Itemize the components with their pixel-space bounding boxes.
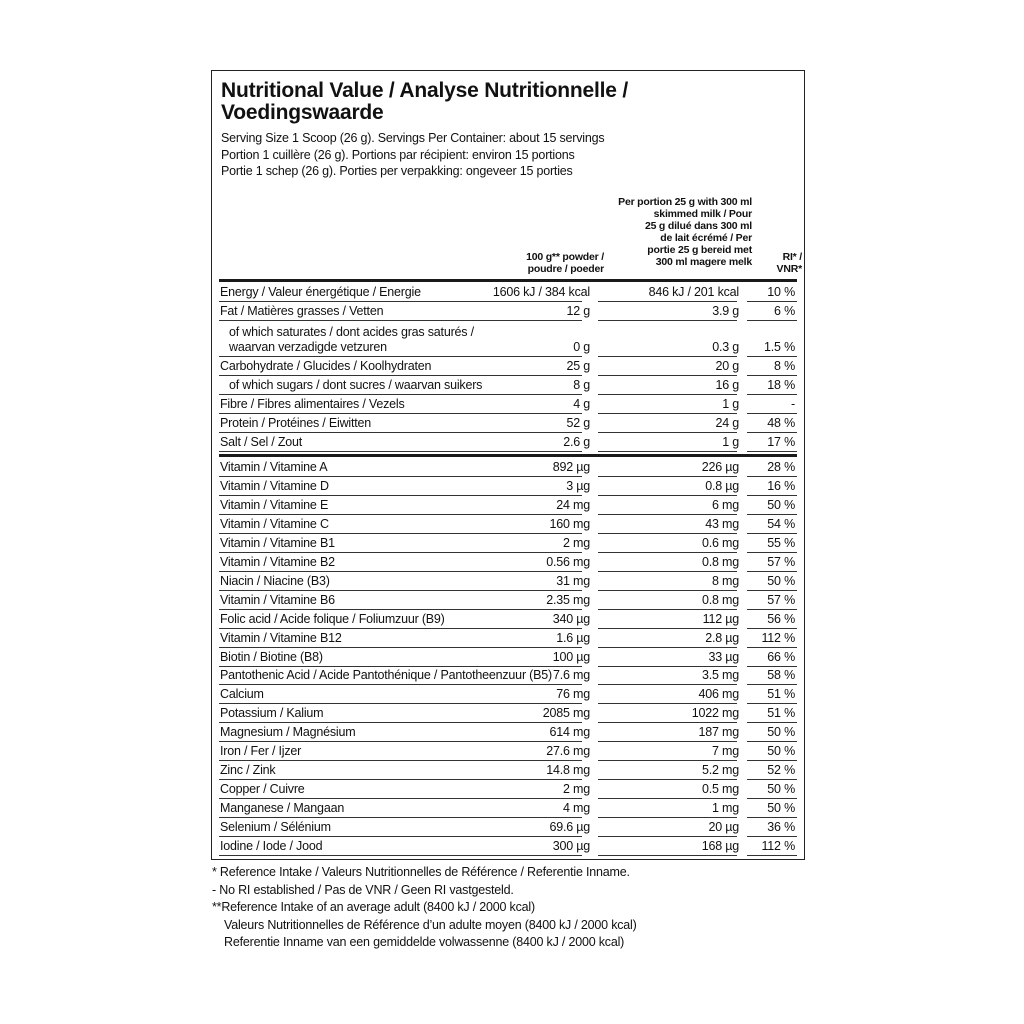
value-per-100g: 25 g	[566, 359, 590, 373]
value-ri: 112 %	[761, 631, 795, 645]
nutrient-label-line: Vitamin / Vitamine E	[220, 497, 329, 512]
value-per-portion: 226 µg	[701, 460, 739, 474]
table-row	[219, 477, 797, 496]
column-header-line: 100 g** powder /	[526, 251, 604, 263]
nutrient-label-line: Magnesium / Magnésium	[220, 724, 356, 739]
nutrient-label	[220, 498, 328, 513]
value-per-100g: 31 mg	[556, 574, 590, 588]
value-ri: 54 %	[767, 517, 795, 531]
nutrient-label	[220, 416, 371, 431]
column-header-ri	[758, 251, 802, 275]
vitamins-divider	[219, 454, 797, 457]
table-row	[219, 515, 797, 534]
value-per-100g: 7.6 mg	[552, 668, 590, 682]
nutrient-label-line: Vitamin / Vitamine B6	[220, 592, 335, 607]
value-ri: 66 %	[767, 650, 795, 664]
table-row	[219, 553, 797, 572]
value-ri: 50 %	[767, 725, 795, 739]
value-per-100g: 52 g	[566, 416, 590, 430]
value-per-100g: 8 g	[573, 378, 590, 392]
value-per-portion: 43 mg	[705, 517, 739, 531]
value-per-100g: 2.35 mg	[546, 593, 590, 607]
value-per-100g: 76 mg	[556, 687, 590, 701]
value-per-100g: 892 µg	[552, 460, 590, 474]
value-per-portion: 0.8 mg	[701, 593, 739, 607]
nutrient-label	[220, 687, 264, 702]
nutrient-label-line: Niacin / Niacine (B3)	[220, 573, 330, 588]
table-row	[219, 458, 797, 477]
value-per-100g: 4 g	[573, 397, 590, 411]
nutrient-label	[220, 555, 335, 570]
value-per-100g: 614 mg	[549, 725, 590, 739]
nutrient-label	[220, 839, 322, 854]
nutrient-label-line: Manganese / Mangaan	[220, 800, 345, 815]
table-row	[219, 376, 797, 395]
nutrient-label-line: Vitamin / Vitamine B1	[220, 535, 335, 550]
value-ri: 112 %	[761, 839, 795, 853]
value-ri: 58 %	[767, 668, 795, 682]
serving-info	[221, 130, 791, 180]
nutrient-label-line: Zinc / Zink	[220, 762, 276, 777]
value-per-100g: 1.6 µg	[556, 631, 590, 645]
value-per-portion: 24 g	[715, 416, 739, 430]
value-ri: 57 %	[767, 555, 795, 569]
nutrient-label-line: Copper / Cuivre	[220, 781, 305, 796]
value-ri: 57 %	[767, 593, 795, 607]
nutrient-label	[220, 782, 305, 797]
table-row	[219, 818, 797, 837]
nutrient-label	[220, 304, 383, 319]
value-per-portion: 0.5 mg	[701, 782, 739, 796]
footnotes	[212, 864, 832, 952]
nutrient-label-line: Carbohydrate / Glucides / Koolhydraten	[220, 358, 432, 373]
value-ri: 50 %	[767, 744, 795, 758]
footnote-average-adult-nl: Referentie Inname van een gemiddelde volwassenne (8400 kJ / 2000 kcal)	[224, 935, 625, 949]
table-row	[219, 302, 797, 321]
value-per-portion: 0.8 µg	[705, 479, 739, 493]
header-divider	[219, 279, 797, 282]
value-ri: 36 %	[767, 820, 795, 834]
value-per-100g: 300 µg	[552, 839, 590, 853]
value-ri: 8 %	[774, 359, 795, 373]
value-per-100g: 27.6 mg	[546, 744, 590, 758]
value-per-100g: 0.56 mg	[546, 555, 590, 569]
table-row	[219, 395, 797, 414]
nutrition-panel	[211, 70, 805, 860]
nutrient-label	[220, 593, 335, 608]
value-per-portion: 20 g	[715, 359, 739, 373]
nutrient-label	[220, 706, 323, 721]
value-per-100g: 4 mg	[563, 801, 590, 815]
column-gap	[582, 854, 598, 856]
value-per-portion: 16 g	[715, 378, 739, 392]
value-per-portion: 187 mg	[698, 725, 739, 739]
nutrient-label-line: of which sugars / dont sucres / waarvan suikers	[229, 377, 483, 392]
nutrient-label	[220, 744, 301, 759]
nutrient-label	[220, 359, 431, 374]
nutrient-label	[220, 763, 275, 778]
title-line-1: Nutritional Value / Analyse Nutritionnelle /	[221, 79, 628, 102]
value-per-portion: 168 µg	[701, 839, 739, 853]
value-per-100g: 69.6 µg	[549, 820, 590, 834]
value-per-portion: 1 mg	[712, 801, 739, 815]
column-header-line: skimmed milk / Pour	[653, 208, 752, 220]
table-row	[219, 572, 797, 591]
nutrient-label	[220, 650, 323, 665]
serving-line-en: Serving Size 1 Scoop (26 g). Servings Per Container: about 15 servings	[221, 131, 605, 145]
value-ri: 48 %	[767, 416, 795, 430]
nutrient-label-line: Iron / Fer / Ijzer	[220, 743, 302, 758]
table-row	[219, 433, 797, 452]
value-ri: 16 %	[767, 479, 795, 493]
nutrient-label-line: Energy / Valeur énergétique / Energie	[220, 284, 421, 299]
value-per-portion: 112 µg	[702, 612, 739, 626]
value-per-100g: 340 µg	[552, 612, 590, 626]
column-header-line: VNR*	[776, 263, 802, 275]
value-ri: 50 %	[767, 498, 795, 512]
value-per-portion: 1 g	[722, 397, 739, 411]
nutrient-label	[220, 536, 335, 551]
table-row	[219, 685, 797, 704]
value-per-portion: 1 g	[722, 435, 739, 449]
nutrient-label-line: of which saturates / dont acides gras saturés /	[229, 325, 474, 339]
value-per-portion: 0.3 g	[712, 340, 739, 354]
value-per-portion: 1022 mg	[691, 706, 739, 720]
panel-title	[221, 80, 791, 124]
value-per-100g: 1606 kJ / 384 kcal	[492, 285, 590, 299]
nutrient-label	[220, 668, 552, 683]
nutrient-label-line: Potassium / Kalium	[220, 705, 324, 720]
value-per-portion: 406 mg	[698, 687, 739, 701]
nutrient-label-line: Fibre / Fibres alimentaires / Vezels	[220, 396, 405, 411]
value-per-100g: 2 mg	[563, 782, 590, 796]
table-row	[219, 761, 797, 780]
table-row	[219, 591, 797, 610]
value-ri: 50 %	[767, 574, 795, 588]
column-header-line: portie 25 g bereid met	[647, 244, 752, 256]
value-ri: 17 %	[767, 435, 795, 449]
value-per-portion: 3.5 mg	[701, 668, 739, 682]
footnote-average-adult-fr: Valeurs Nutritionnelles de Référence d’un adulte moyen (8400 kJ / 2000 kcal)	[224, 917, 637, 932]
value-per-100g: 0 g	[573, 340, 590, 354]
value-per-100g: 24 mg	[556, 498, 590, 512]
nutrient-label-line: Vitamin / Vitamine C	[220, 516, 329, 531]
nutrient-label-line: waarvan verzadigde vetzuren	[229, 339, 387, 354]
table-row	[219, 357, 797, 376]
value-per-portion: 33 µg	[708, 650, 739, 664]
table-row	[219, 496, 797, 515]
value-ri: 6 %	[774, 304, 795, 318]
value-per-100g: 3 µg	[566, 479, 590, 493]
value-per-portion: 3.9 g	[712, 304, 739, 318]
table-row	[219, 780, 797, 799]
value-per-portion: 0.8 mg	[701, 555, 739, 569]
nutrient-label-line: Salt / Sel / Zout	[220, 434, 303, 449]
table-row	[219, 321, 797, 357]
table-row	[219, 837, 797, 856]
column-header-per-portion	[607, 196, 752, 268]
nutrient-label-line: Folic acid / Acide folique / Foliumzuur (B9)	[220, 611, 445, 626]
nutrient-label	[220, 397, 405, 412]
nutrient-label	[220, 574, 330, 589]
value-per-portion: 5.2 mg	[701, 763, 739, 777]
table-row	[219, 666, 797, 685]
value-per-100g: 14.8 mg	[546, 763, 590, 777]
title-line-2: Voedingswaarde	[221, 101, 384, 124]
nutrient-label	[220, 517, 329, 532]
table-row	[219, 283, 797, 302]
nutrient-label-line: Vitamin / Vitamine A	[220, 459, 328, 474]
column-header-line: Per portion 25 g with 300 ml	[618, 196, 752, 208]
value-per-portion: 846 kJ / 201 kcal	[648, 285, 739, 299]
table-row	[219, 629, 797, 648]
table-row	[219, 610, 797, 629]
nutrient-label	[229, 378, 482, 393]
nutrient-label-line: Fat / Matières grasses / Vetten	[220, 303, 384, 318]
table-row	[219, 799, 797, 818]
table-row	[219, 648, 797, 667]
value-ri: -	[791, 397, 795, 411]
column-header-per-100g	[482, 251, 604, 275]
nutrient-label-line: Selenium / Sélénium	[220, 819, 331, 834]
value-per-100g: 12 g	[566, 304, 590, 318]
nutrient-label-line: Vitamin / Vitamine B2	[220, 554, 335, 569]
nutrient-label-line: Biotin / Biotine (B8)	[220, 649, 323, 664]
nutrient-label-line: Calcium	[220, 686, 264, 701]
value-per-100g: 2 mg	[563, 536, 590, 550]
value-ri: 28 %	[767, 460, 795, 474]
value-ri: 55 %	[767, 536, 795, 550]
value-per-100g: 2.6 g	[563, 435, 590, 449]
nutrient-label	[220, 460, 327, 475]
nutrient-label	[220, 820, 331, 835]
value-per-portion: 7 mg	[712, 744, 739, 758]
value-ri: 50 %	[767, 801, 795, 815]
column-gap	[582, 450, 598, 452]
value-per-portion: 20 µg	[708, 820, 739, 834]
value-ri: 50 %	[767, 782, 795, 796]
nutrient-label	[220, 479, 329, 494]
value-ri: 56 %	[767, 612, 795, 626]
table-row	[219, 534, 797, 553]
column-header-line: poudre / poeder	[527, 263, 604, 275]
table-row	[219, 704, 797, 723]
nutrient-label	[229, 325, 474, 354]
column-header-line: 25 g dilué dans 300 ml	[644, 220, 752, 232]
nutrient-label	[220, 801, 344, 816]
column-gap	[737, 450, 747, 452]
nutrient-label	[220, 435, 302, 450]
value-ri: 52 %	[767, 763, 795, 777]
value-per-100g: 160 mg	[549, 517, 590, 531]
footnote-no-ri: - No RI established / Pas de VNR / Geen RI vastgesteld.	[212, 882, 514, 897]
footnote-ri: * Reference Intake / Valeurs Nutritionnelles de Référence / Referentie Inname.	[212, 865, 630, 879]
serving-line-fr: Portion 1 cuillère (26 g). Portions par récipient: environ 15 portions	[221, 147, 575, 162]
nutrient-label	[220, 725, 355, 740]
nutrient-label	[220, 612, 445, 627]
nutrient-label-line: Iodine / Iode / Jood	[220, 838, 323, 853]
column-header-line: 300 ml magere melk	[655, 256, 752, 268]
column-header-line: de lait écrémé / Per	[660, 232, 752, 244]
value-per-portion: 0.6 mg	[701, 536, 739, 550]
nutrient-label	[220, 631, 342, 646]
serving-line-nl: Portie 1 schep (26 g). Porties per verpakking: ongeveer 15 porties	[221, 164, 573, 178]
value-ri: 10 %	[767, 285, 795, 299]
value-ri: 18 %	[767, 378, 795, 392]
value-ri: 1.5 %	[764, 340, 795, 354]
column-gap	[737, 854, 747, 856]
table-row	[219, 723, 797, 742]
value-per-portion: 2.8 µg	[705, 631, 739, 645]
column-header-line: RI* /	[782, 251, 802, 263]
table-row	[219, 742, 797, 761]
value-per-100g: 2085 mg	[542, 706, 590, 720]
table-row	[219, 414, 797, 433]
value-ri: 51 %	[767, 687, 795, 701]
value-per-portion: 6 mg	[712, 498, 739, 512]
footnote-average-adult-en: **Reference Intake of an average adult (8400 kJ / 2000 kcal)	[212, 900, 535, 914]
nutrient-label-line: Vitamin / Vitamine D	[220, 478, 329, 493]
value-ri: 51 %	[767, 706, 795, 720]
value-per-100g: 100 µg	[552, 650, 590, 664]
nutrient-label	[220, 285, 421, 300]
value-per-portion: 8 mg	[712, 574, 739, 588]
nutrient-label-line: Pantothenic Acid / Acide Pantothénique / Pantotheenzuur (B5)	[220, 667, 552, 682]
nutrient-label-line: Vitamin / Vitamine B12	[220, 630, 342, 645]
nutrient-label-line: Protein / Protéines / Eiwitten	[220, 415, 372, 430]
